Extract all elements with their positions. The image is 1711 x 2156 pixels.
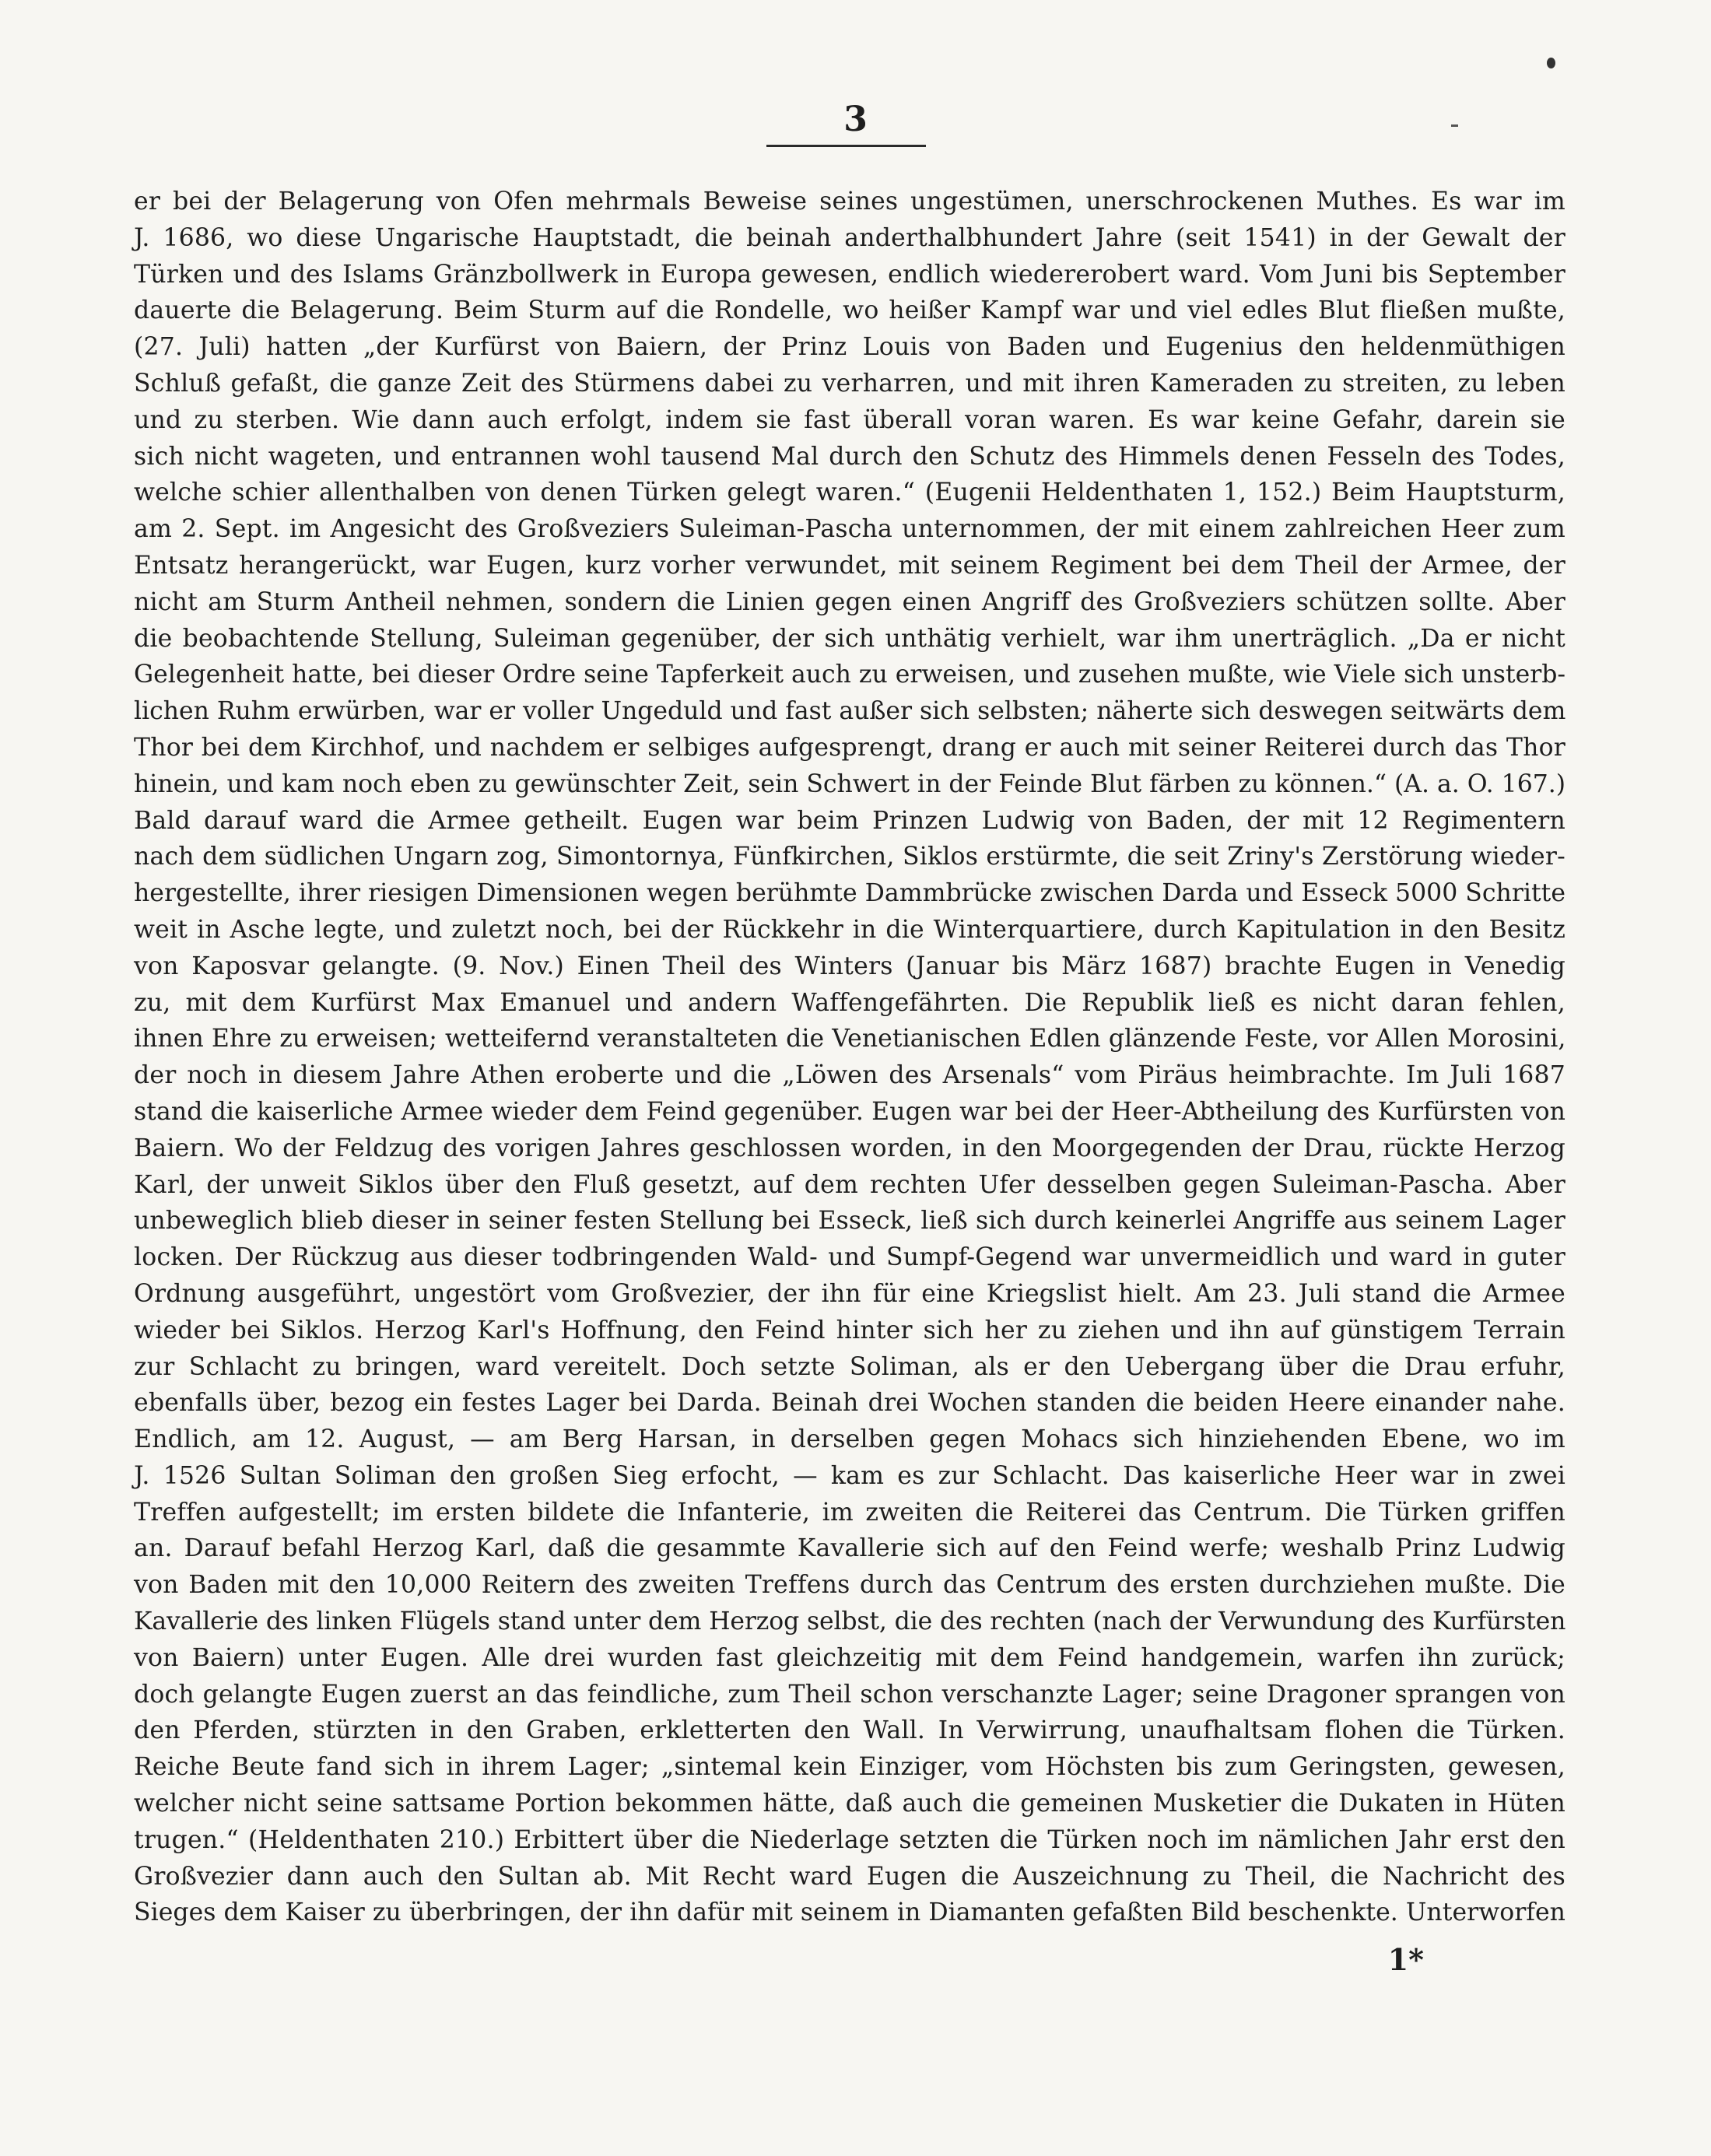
text-line: hinein, und kam noch eben zu gewünschter Zeit, sein Schwert in der Feinde Blut färben zu können.“ (A. a. O. 167.) bbox=[134, 769, 1565, 798]
text-line: Entsatz herangerückt, war Eugen, kurz vorher verwundet, mit seinem Regiment bei dem Theil der Armee, der bbox=[134, 551, 1565, 580]
text-line: doch gelangte Eugen zuerst an das feindliche, zum Theil schon verschanzte Lager; seine Dragoner sprangen von bbox=[134, 1680, 1565, 1709]
text-line: von Kaposvar gelangte. (9. Nov.) Einen Theil des Winters (Januar bis März 1687) brachte Eugen in Venedig bbox=[134, 952, 1565, 980]
text-line: stand die kaiserliche Armee wieder dem Feind gegenüber. Eugen war bei der Heer-Abtheilung des Kurfürsten von bbox=[134, 1097, 1566, 1126]
text-line: trugen.“ (Heldenthaten 210.) Erbittert über die Niederlage setzten die Türken noch im nämlichen Jahr erst den bbox=[134, 1825, 1565, 1854]
text-line: weit in Asche legte, und zuletzt noch, bei der Rückkehr in die Winterquartiere, durch Kapitulation in den Besitz bbox=[134, 915, 1565, 944]
text-line: lichen Ruhm erwürben, war er voller Ungeduld und fast außer sich selbsten; näherte sich deswegen seitwärts dem bbox=[134, 697, 1566, 726]
text-line: zu, mit dem Kurfürst Max Emanuel und andern Waffengefährten. Die Republik ließ es nicht daran fehlen, bbox=[134, 988, 1565, 1017]
text-line: Endlich, am 12. August, — am Berg Harsan, in derselben gegen Mohacs sich hinziehenden Ebene, wo im bbox=[134, 1425, 1565, 1454]
text-line: Sieges dem Kaiser zu überbringen, der ihn dafür mit seinem in Diamanten gefaßten Bild beschenkte. Unterworfen bbox=[134, 1898, 1565, 1927]
text-line: am 2. Sept. im Angesicht des Großveziers Suleiman-Pascha unternommen, der mit einem zahlreichen Heer zum bbox=[134, 515, 1565, 544]
body-text bbox=[134, 184, 1565, 1931]
text-line: Reiche Beute fand sich in ihrem Lager; „sintemal kein Einziger, vom Höchsten bis zum Geringsten, gewesen, bbox=[134, 1753, 1565, 1782]
text-line: J. 1526 Sultan Soliman den großen Sieg erfocht, — kam es zur Schlacht. Das kaiserliche Heer war in zwei bbox=[134, 1461, 1565, 1490]
text-line: Ordnung ausgeführt, ungestört vom Großvezier, der ihn für eine Kriegslist hielt. Am 23. Juli stand die Armee bbox=[134, 1279, 1565, 1308]
text-line: wieder bei Siklos. Herzog Karl's Hoffnung, den Feind hinter sich her zu ziehen und ihn auf günstigem Terrain bbox=[134, 1316, 1565, 1344]
text-line: an. Darauf befahl Herzog Karl, daß die gesammte Kavallerie sich auf den Feind werfe; weshalb Prinz Ludwig bbox=[134, 1534, 1565, 1563]
text-line: welcher nicht seine sattsame Portion bekommen hätte, daß auch die gemeinen Musketier die Dukaten in Hüten bbox=[134, 1790, 1565, 1818]
text-line: Schluß gefaßt, die ganze Zeit des Stürmens dabei zu verharren, und mit ihren Kameraden zu streiten, zu leben bbox=[134, 369, 1565, 398]
text-line: nach dem südlichen Ungarn zog, Simontornya, Fünfkirchen, Siklos erstürmte, die seit Zriny's Zerstörung wieder- bbox=[134, 843, 1565, 871]
text-line: Kavallerie des linken Flügels stand unter dem Herzog selbst, die des rechten (nach der Verwundung des Kurfürsten bbox=[134, 1607, 1566, 1636]
text-line: die beobachtende Stellung, Suleiman gegenüber, der sich unthätig verhielt, war ihm unerträglich. „Da er nicht bbox=[134, 624, 1565, 653]
text-line: Thor bei dem Kirchhof, und nachdem er selbiges aufgesprengt, drang er auch mit seiner Reiterei durch das Thor bbox=[134, 733, 1565, 762]
text-line: J. 1686, wo diese Ungarische Hauptstadt, die beinah anderthalbhundert Jahre (seit 1541) in der Gewalt der bbox=[134, 223, 1565, 252]
text-line: unbeweglich blieb dieser in seiner festen Stellung bei Esseck, ließ sich durch keinerlei Angriffe aus seinem Lager bbox=[134, 1207, 1565, 1236]
text-line: Großvezier dann auch den Sultan ab. Mit Recht ward Eugen die Auszeichnung zu Theil, die Nachricht des bbox=[134, 1862, 1565, 1891]
text-line: der noch in diesem Jahre Athen eroberte und die „Löwen des Arsenals“ vom Piräus heimbrachte. Im Juli 1687 bbox=[134, 1061, 1565, 1090]
ink-speck bbox=[1547, 58, 1555, 68]
text-line: sich nicht wageten, und entrannen wohl tausend Mal durch den Schutz des Himmels denen Fesseln des Todes, bbox=[134, 442, 1565, 471]
text-line: zur Schlacht zu bringen, ward vereitelt. Doch setzte Soliman, als er den Uebergang über die Drau erfuhr, bbox=[134, 1352, 1565, 1381]
text-line: Karl, der unweit Siklos über den Fluß gesetzt, auf dem rechten Ufer desselben gegen Suleiman-Pascha. Aber bbox=[134, 1170, 1565, 1199]
signature-mark: 1* bbox=[1387, 1942, 1424, 1977]
text-line: den Pferden, stürzten in den Graben, erkletterten den Wall. In Verwirrung, unaufhaltsam flohen die Türken. bbox=[134, 1716, 1565, 1745]
text-line: (27. Juli) hatten „der Kurfürst von Baiern, der Prinz Louis von Baden und Eugenius den heldenmüthigen bbox=[134, 333, 1565, 362]
text-line: er bei der Belagerung von Ofen mehrmals Beweise seines ungestümen, unerschrockenen Muthes. Es war im bbox=[134, 188, 1565, 216]
page-number: 3 bbox=[843, 100, 868, 139]
text-line: Treffen aufgestellt; im ersten bildete die Infanterie, im zweiten die Reiterei das Centrum. Die Türken griffen bbox=[134, 1498, 1565, 1527]
text-line: dauerte die Belagerung. Beim Sturm auf die Rondelle, wo heißer Kampf war und viel edles Blut fließen mußte, bbox=[134, 296, 1565, 325]
header-rule bbox=[766, 145, 926, 147]
text-line: und zu sterben. Wie dann auch erfolgt, indem sie fast überall voran waren. Es war keine Gefahr, darein sie bbox=[134, 405, 1565, 434]
text-line: von Baden mit den 10,000 Reitern des zweiten Treffens durch das Centrum des ersten durchziehen mußte. Die bbox=[134, 1571, 1565, 1600]
text-line: hergestellte, ihrer riesigen Dimensionen wegen berühmte Dammbrücke zwischen Darda und Esseck 5000 Schritte bbox=[134, 879, 1565, 908]
text-line: ebenfalls über, bezog ein festes Lager bei Darda. Beinah drei Wochen standen die beiden Heere einander nahe. bbox=[134, 1389, 1565, 1418]
text-line: welche schier allenthalben von denen Türken gelegt waren.“ (Eugenii Heldenthaten 1, 152.) Beim Hauptsturm, bbox=[134, 479, 1565, 507]
text-line: Türken und des Islams Gränzbollwerk in Europa gewesen, endlich wiedererobert ward. Vom Juni bis September bbox=[134, 260, 1565, 289]
text-line: Bald darauf ward die Armee getheilt. Eugen war beim Prinzen Ludwig von Baden, der mit 12 Regimentern bbox=[134, 806, 1565, 835]
text-line: ihnen Ehre zu erweisen; wetteifernd veranstalteten die Venetianischen Edlen glänzende Feste, vor Allen Morosini, bbox=[134, 1025, 1566, 1053]
text-line: nicht am Sturm Antheil nehmen, sondern die Linien gegen einen Angriff des Großveziers schützen sollte. Aber bbox=[134, 587, 1565, 616]
text-line: Baiern. Wo der Feldzug des vorigen Jahres geschlossen worden, in den Moorgegenden der Drau, rückte Herzog bbox=[134, 1134, 1565, 1162]
text-line: locken. Der Rückzug aus dieser todbringenden Wald- und Sumpf-Gegend war unvermeidlich und ward in guter bbox=[134, 1243, 1565, 1272]
text-line: von Baiern) unter Eugen. Alle drei wurden fast gleichzeitig mit dem Feind handgemein, warfen ihn zurück; bbox=[134, 1643, 1565, 1672]
text-line: Gelegenheit hatte, bei dieser Ordre seine Tapferkeit auch zu erweisen, und zusehen mußte, wie Viele sich unsterb- bbox=[134, 661, 1565, 689]
